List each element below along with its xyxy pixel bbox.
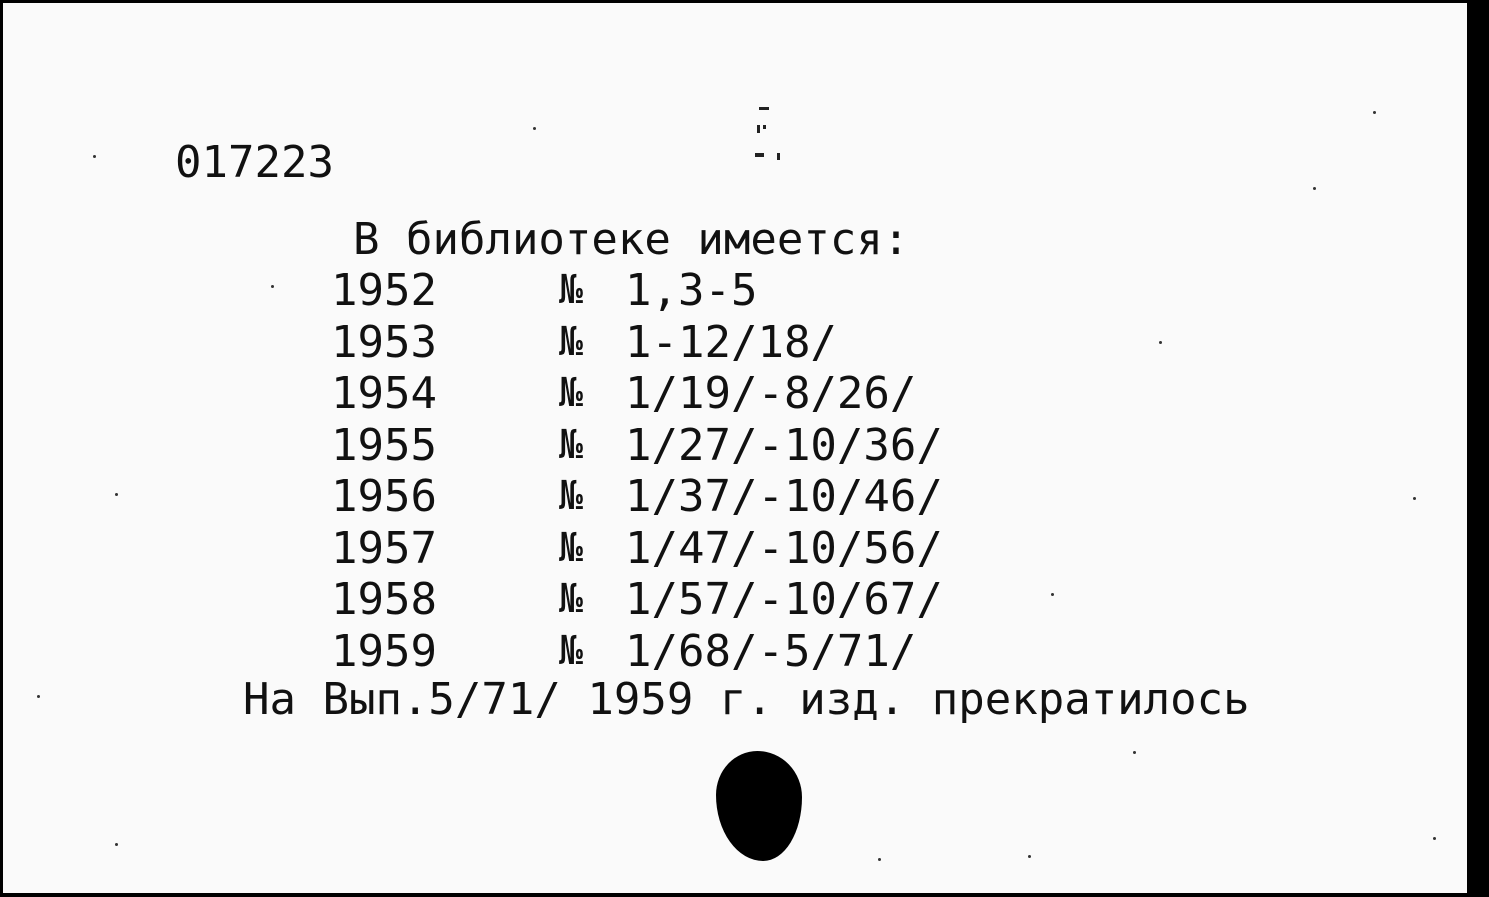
- holding-year: 1957: [331, 522, 437, 574]
- holding-issues: 1/37/-10/46/: [625, 471, 943, 522]
- holding-issues: 1/27/-10/36/: [625, 419, 943, 471]
- holdings-row: [331, 574, 943, 626]
- holdings-row: [331, 419, 943, 472]
- number-sign: №: [559, 267, 584, 313]
- number-sign: №: [559, 318, 584, 365]
- holding-issues: 1/57/-10/67/: [625, 574, 943, 625]
- holding-issues: 1/19/-8/26/: [625, 368, 917, 419]
- stray-ink-mark: [751, 103, 787, 165]
- holding-year: 1952: [331, 265, 437, 316]
- catalog-number: 017223: [175, 137, 334, 188]
- number-sign: №: [559, 576, 584, 622]
- number-sign: №: [559, 524, 584, 571]
- holding-year: 1958: [331, 574, 437, 625]
- number-sign: №: [559, 421, 584, 468]
- holding-year: 1953: [331, 316, 437, 368]
- holding-year: 1954: [331, 368, 437, 419]
- holding-year: 1956: [331, 471, 437, 522]
- holdings-row: [331, 471, 943, 523]
- holding-issues: 1/47/-10/56/: [625, 522, 943, 574]
- holdings-row: [331, 368, 917, 420]
- holding-year: 1955: [331, 419, 437, 471]
- holdings-row: [331, 522, 943, 575]
- holdings-row: [331, 316, 837, 369]
- holding-issues: 1-12/18/: [625, 316, 837, 368]
- holding-issues: 1/68/-5/71/: [625, 625, 917, 677]
- holdings-row: [331, 265, 758, 317]
- number-sign: №: [559, 473, 584, 519]
- holding-year: 1959: [331, 625, 437, 677]
- number-sign: №: [559, 370, 584, 416]
- number-sign: №: [559, 627, 584, 674]
- cessation-note: На Вып.5/71/ 1959 г. изд. прекратилось: [243, 674, 1250, 725]
- holdings-list: [331, 265, 943, 677]
- catalog-card: [3, 3, 1475, 893]
- holdings-heading: В библиотеке имеется:: [353, 214, 910, 265]
- holding-issues: 1,3-5: [625, 265, 758, 316]
- punch-hole: [716, 751, 802, 861]
- holdings-row: [331, 625, 917, 678]
